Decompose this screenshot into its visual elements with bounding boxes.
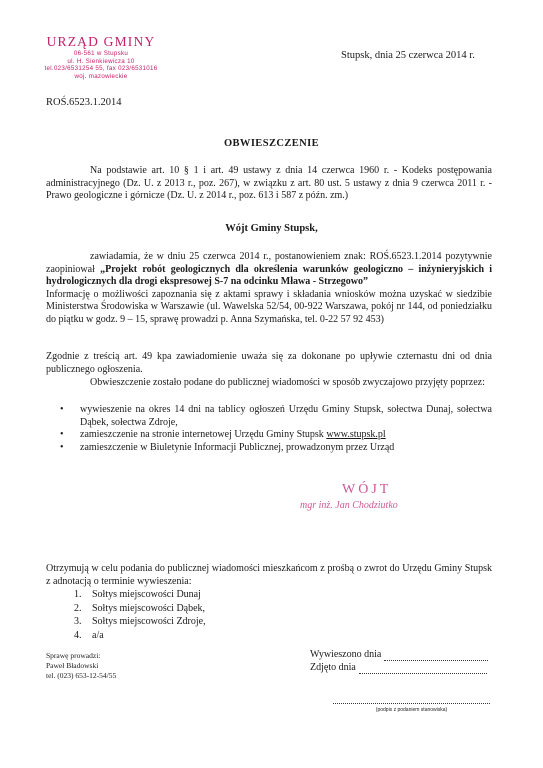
stamp-line: tel.023/6531254 55, fax 023/6531016: [44, 65, 158, 72]
reference-number: ROŚ.6523.1.2014: [46, 97, 122, 108]
list-item: 4. a/a: [84, 629, 492, 643]
list-item: 2. Sołtys miejscowości Dąbek,: [84, 602, 492, 616]
decision-paragraph: [46, 251, 492, 289]
signature-line: [333, 703, 490, 704]
place-and-date: Stupsk, dnia 25 czerwca 2014 r.: [341, 50, 475, 61]
list-item: 1. Sołtys miejscowości Dunaj: [84, 588, 492, 602]
website-link[interactable]: www.stupsk.pl: [326, 429, 386, 440]
posting-date-blank: [384, 651, 488, 661]
stamp-line: woj. mazowieckie: [74, 72, 128, 80]
removal-date-field: [310, 661, 487, 674]
removal-date-label: Zdjęto dnia: [310, 662, 356, 673]
signature-stamp-title: WÓJT: [342, 482, 392, 497]
signature-stamp: [298, 482, 418, 532]
recipients-intro: Otrzymują w celu podania do publicznej wiadomości mieszkańcom z prośbą o zwrot do Urzędu Gminy Stupsk z adnotacją o terminie wywieszenia:: [46, 563, 492, 587]
signature-signer: mgr inż. Jan Chodziutko: [300, 500, 398, 511]
stamp-line: 06-561 w Stupsku: [73, 50, 129, 57]
list-item: • zamieszczenie w Biuletynie Informacji Publicznej, prowadzonym przez Urząd: [80, 442, 492, 455]
case-handler: [46, 651, 116, 681]
office-stamp: [36, 34, 166, 80]
publication-paragraph: Obwieszczenie zostało podane do publicznej wiadomości w sposób zwyczajowo przyjęty poprzez:: [90, 377, 485, 388]
list-item: • wywieszenie na okres 14 dni na tablicy ogłoszeń Urzędu Gminy Stupsk, sołectwa Dunaj, sołectwa Dąbek, sołectwa Zdroje,: [80, 404, 492, 429]
case-handler-label: Sprawę prowadzi:: [46, 651, 101, 660]
authority-name: Wójt Gminy Stupsk,: [225, 223, 318, 234]
stamp-line: ul. H. Sienkiewicza 10: [67, 57, 135, 65]
publication-methods-list: [46, 404, 492, 454]
decision-text: zawiadamia, że w dniu 25 czerwca 2014 r., postanowieniem znak: ROŚ.6523.1.2014 pozytywnie zaopiniował: [46, 251, 492, 275]
list-item: 3. Sołtys miejscowości Zdroje,: [84, 615, 492, 629]
information-paragraph: Informację o możliwości zapoznania się z aktami sprawy i składania wniosków można uzyskać w siedzibie Ministerstwa Środowiska w Warszawie (ul. Wawelska 52/54, 00-922 Warszawa, pokój nr 144, od poniedziałku do piątku w godz. 9 – 15, sprawę prowadzi p. Anna Szymańska, tel. 0-22 57 92 453): [46, 288, 492, 325]
removal-date-blank: [359, 664, 487, 674]
signature-caption: (podpis z podaniem stanowiska): [375, 707, 448, 713]
announcement-paragraph: [46, 251, 492, 326]
notice-effect-paragraph: Zgodnie z treścią art. 49 kpa zawiadomienie uważa się za dokonane po upływie czternastu dni od dnia publicznego ogłoszenia.: [46, 351, 492, 375]
list-item-text: zamieszczenie na stronie internetowej Urzędu Gminy Stupsk: [80, 429, 327, 440]
posting-date-field: [310, 648, 488, 661]
posting-date-label: Wywieszono dnia: [310, 649, 382, 660]
case-handler-phone: tel. (023) 653-12-54/55: [46, 671, 117, 680]
legal-basis: Na podstawie art. 10 § 1 i art. 49 ustawy z dnia 14 czerwca 1960 r. - Kodeks postępowania administracyjnego (Dz. U. z 2013 r., poz. 267), w związku z art. 80 ust. 5 ustawy z dnia 9 czerwca 2011 r. - Prawo geologiczne i górnicze (Dz. U. z 2014 r., poz. 613 i 587 z późn. zm.): [46, 165, 492, 201]
project-title: „Projekt robót geologicznych dla określenia warunków geologiczno – inżynieryjskich i hydrologicznych dla drogi ekspresowej S-7 na odcinku Mława - Strzegowo”: [46, 263, 492, 287]
document-title: OBWIESZCZENIE: [223, 138, 320, 149]
list-item: [80, 429, 492, 442]
recipients-list: [46, 588, 492, 642]
case-handler-name: Paweł Bładowski: [46, 661, 99, 670]
stamp-office-name: URZĄD GMINY: [46, 34, 156, 49]
